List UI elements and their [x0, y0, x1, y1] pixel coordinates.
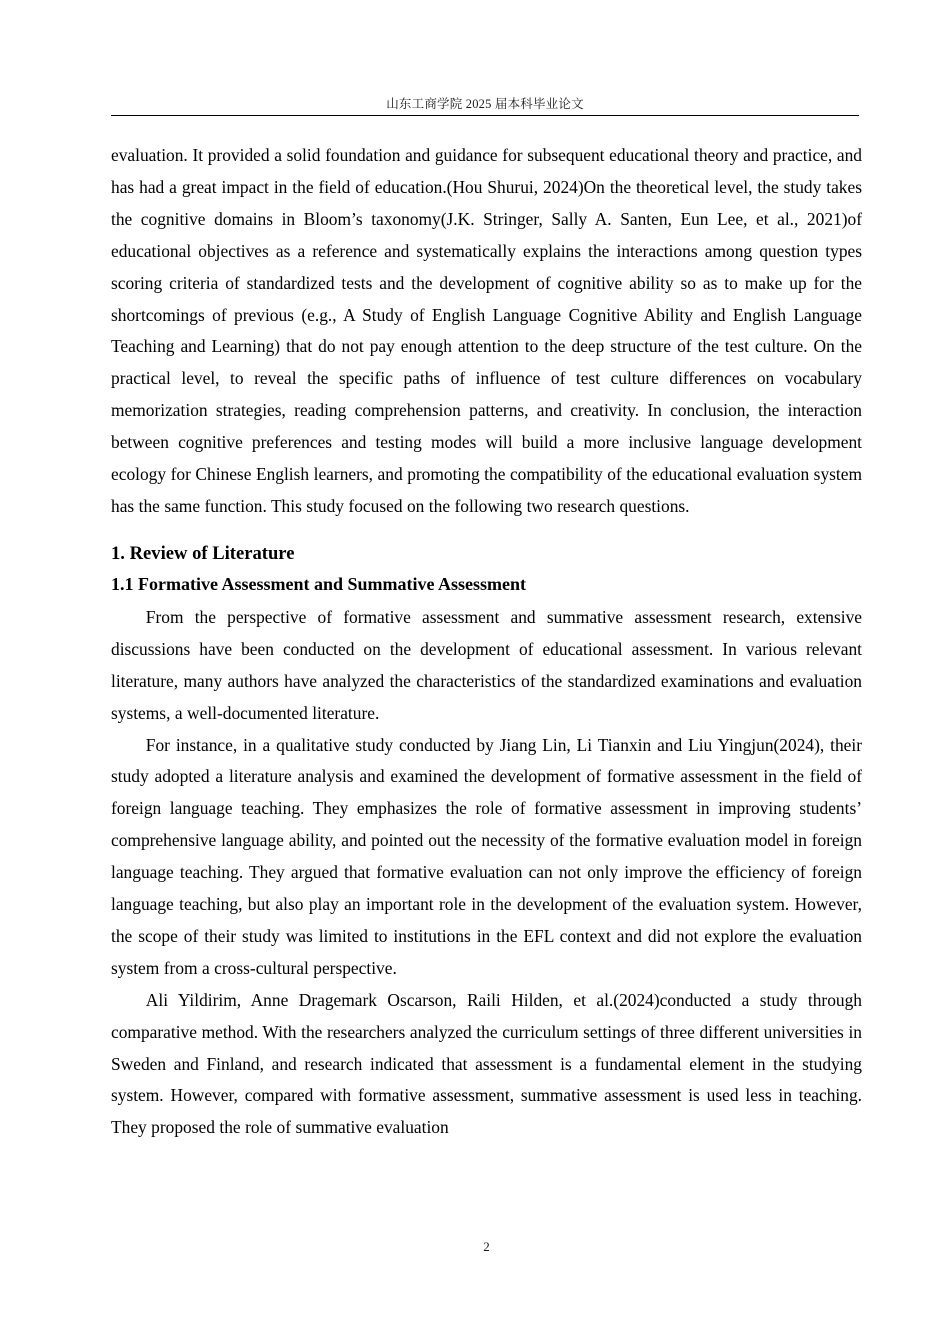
- paragraph-yildirim-study: Ali Yildirim, Anne Dragemark Oscarson, Raili Hilden, et al.(2024)conducted a study through comparative method. With the researchers analyzed the curriculum settings of three different universities in Sweden and Finland, and research indicated that assessment is a fundamental element in the studying system. However, compared with formative assessment, summative assessment is used less in teaching. They proposed the role of summative evaluation: [111, 989, 862, 1138]
- document-body: [111, 140, 862, 1144]
- paragraph-continued-intro: evaluation. It provided a solid foundation and guidance for subsequent educational theory and practice, and has had a great impact in the field of education.(Hou Shurui, 2024)On the theoretical level, the study takes the cognitive domains in Bloom’s taxonomy(J.K. Stringer, Sally A. Santen, Eun Lee, et al., 2021)of educational objectives as a reference and systematically explains the interactions among question types scoring criteria of standardized tests and the development of cognitive ability so as to make up for the shortcomings of previous (e.g., A Study of English Language Cognitive Ability and English Language Teaching and Learning) that do not pay enough attention to the deep structure of the test culture. On the practical level, to reveal the specific paths of influence of test culture differences on vocabulary memorization strategies, reading comprehension patterns, and creativity. In conclusion, the interaction between cognitive preferences and testing modes will build a more inclusive language development ecology for Chinese English learners, and promoting the compatibility of the educational evaluation system has the same function. This study focused on the following two research questions.: [111, 145, 862, 516]
- page-footer: [111, 1238, 862, 1256]
- paragraph-formative-overview: From the perspective of formative assessment and summative assessment research, extensive discussions have been conducted on the development of educational assessment. In various relevant literature, many authors have analyzed the characteristics of the standardized examinations and evaluation systems, a well-documented literature.: [111, 606, 862, 723]
- page-header: [111, 96, 859, 116]
- heading-formative-and-summative-assessment: 1.1 Formative Assessment and Summative Assessment: [111, 573, 526, 594]
- header-title: 山东工商学院 2025 届本科毕业论文: [386, 97, 584, 111]
- heading-review-of-literature: 1. Review of Literature: [111, 542, 295, 564]
- paragraph-jiang-lin-study: For instance, in a qualitative study conducted by Jiang Lin, Li Tianxin and Liu Yingjun(2024), their study adopted a literature analysis and examined the development of formative assessment in the field of foreign language teaching. They emphasizes the role of formative assessment in improving students’ comprehensive language ability, and pointed out the necessity of the formative evaluation model in foreign language teaching. They argued that formative evaluation can not only improve the efficiency of foreign language teaching, but also play an important role in the development of the evaluation system. However, the scope of their study was limited to institutions in the EFL context and did not explore the evaluation system from a cross-cultural perspective.: [111, 734, 862, 978]
- header-divider: [111, 115, 859, 116]
- page-number: 2: [483, 1239, 490, 1254]
